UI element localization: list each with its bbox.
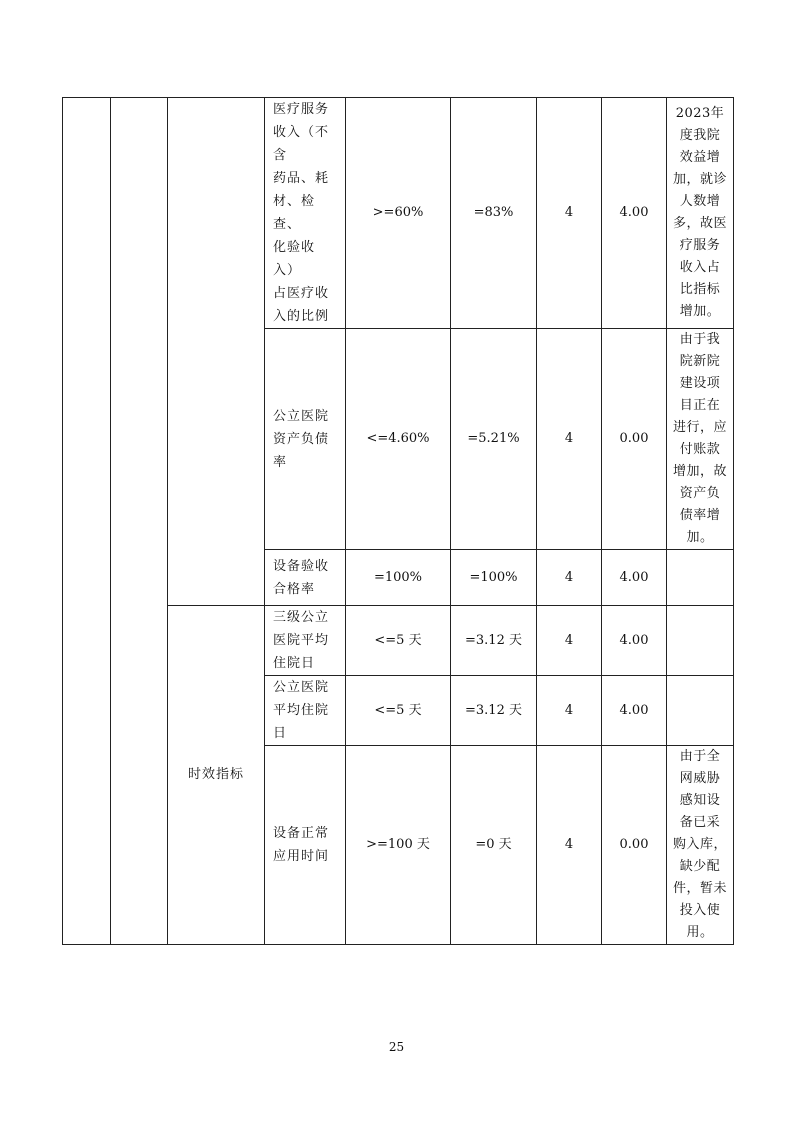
page-number: 25 xyxy=(388,1040,405,1054)
actual-value-cell: =83% xyxy=(451,98,537,329)
target-value-cell: >=60% xyxy=(346,98,451,329)
target-value-cell: =100% xyxy=(346,550,451,606)
target-value-cell: <=5 天 xyxy=(346,606,451,676)
note-cell xyxy=(667,606,734,676)
score-cell: 0.00 xyxy=(602,746,667,945)
actual-value-cell: =3.12 天 xyxy=(451,676,537,746)
actual-value-cell: =3.12 天 xyxy=(451,606,537,676)
blank-cell-category xyxy=(168,98,265,606)
note-cell xyxy=(667,676,734,746)
note-cell xyxy=(667,550,734,606)
performance-table xyxy=(62,97,734,945)
weight-cell: 4 xyxy=(537,676,602,746)
score-cell: 4.00 xyxy=(602,98,667,329)
indicator-cell: 设备正常 应用时间 xyxy=(265,746,346,945)
weight-cell: 4 xyxy=(537,329,602,550)
note-cell: 由于我 院新院 建设项 目正在 进行，应 付账款 增加，故 资产负 债率增 加。 xyxy=(667,329,734,550)
indicator-cell: 设备验收 合格率 xyxy=(265,550,346,606)
note-cell: 由于全 网威胁 感知设 备已采 购入库， 缺少配 件，暂未 投入使 用。 xyxy=(667,746,734,945)
indicator-cell: 三级公立 医院平均 住院日 xyxy=(265,606,346,676)
indicator-cell: 公立医院 平均住院 日 xyxy=(265,676,346,746)
weight-cell: 4 xyxy=(537,550,602,606)
score-cell: 4.00 xyxy=(602,676,667,746)
category-cell-timeliness: 时效指标 xyxy=(168,606,265,945)
table-row xyxy=(63,98,734,329)
score-cell: 4.00 xyxy=(602,606,667,676)
weight-cell: 4 xyxy=(537,98,602,329)
weight-cell: 4 xyxy=(537,606,602,676)
note-cell: 2023年 度我院 效益增 加，就诊 人数增 多，故医 疗服务 收入占 比指标 增加。 xyxy=(667,98,734,329)
actual-value-cell: =0 天 xyxy=(451,746,537,945)
target-value-cell: >=100 天 xyxy=(346,746,451,945)
target-value-cell: <=4.60% xyxy=(346,329,451,550)
blank-cell-level1 xyxy=(63,98,111,945)
target-value-cell: <=5 天 xyxy=(346,676,451,746)
blank-cell-level2 xyxy=(111,98,168,945)
indicator-cell: 公立医院 资产负债 率 xyxy=(265,329,346,550)
actual-value-cell: =100% xyxy=(451,550,537,606)
indicator-cell: 医疗服务 收入（不含 药品、耗 材、检查、 化验收入） 占医疗收 入的比例 xyxy=(265,98,346,329)
actual-value-cell: =5.21% xyxy=(451,329,537,550)
score-cell: 4.00 xyxy=(602,550,667,606)
score-cell: 0.00 xyxy=(602,329,667,550)
weight-cell: 4 xyxy=(537,746,602,945)
